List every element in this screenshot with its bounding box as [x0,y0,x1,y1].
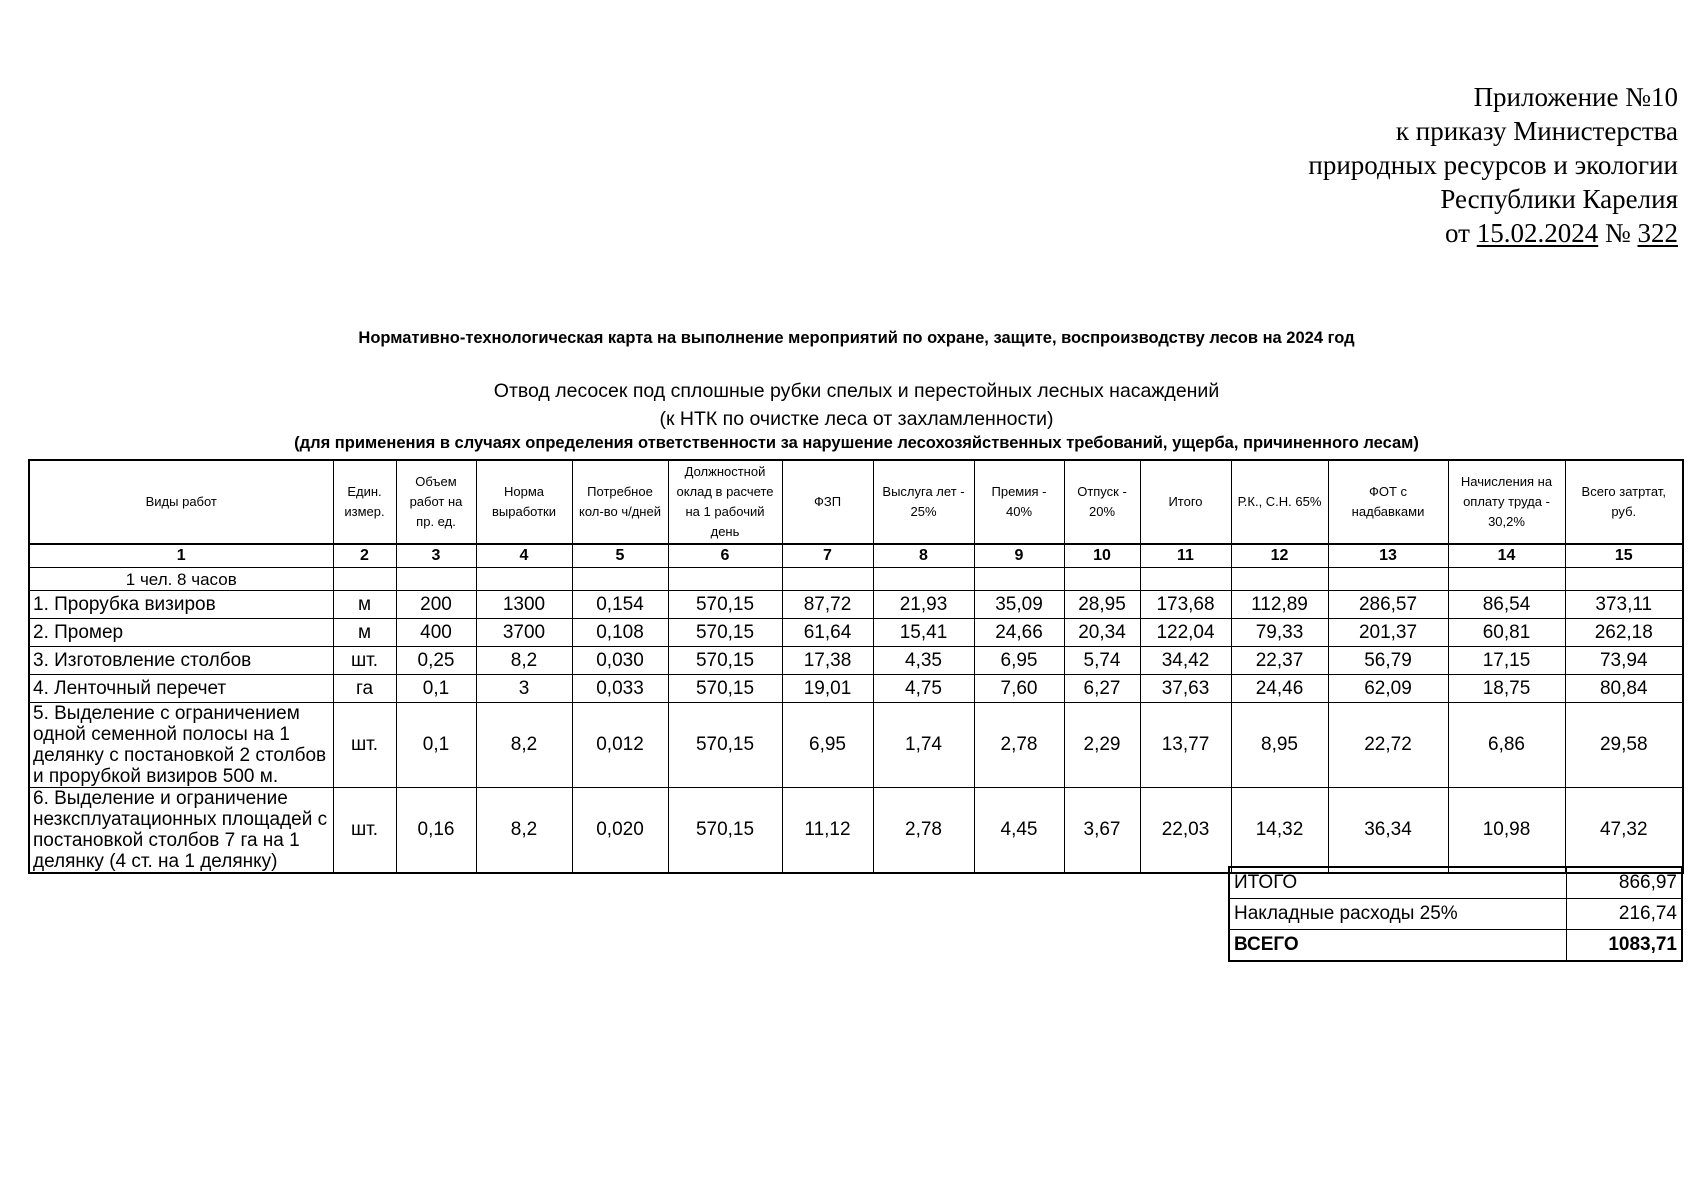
work-type-cell: 5. Выделение с ограничением одной семенной полосы на 1 делянку с постановкой 2 столбов и прорубкой визиров 500 м. [29,703,333,788]
value-cell: 8,2 [476,703,572,788]
value-cell: 21,93 [873,591,974,619]
header-cell: Премия - 40% [974,460,1064,544]
value-cell: 4,75 [873,675,974,703]
value-cell: 24,66 [974,619,1064,647]
value-cell: 0,108 [572,619,668,647]
value-cell: 60,81 [1448,619,1565,647]
value-cell: 56,79 [1328,647,1448,675]
value-cell: 3 [476,675,572,703]
value-cell: 0,020 [572,788,668,874]
value-cell: 18,75 [1448,675,1565,703]
column-number-cell: 4 [476,544,572,568]
value-cell: 29,58 [1565,703,1683,788]
vsego-label: ВСЕГО [1229,930,1567,962]
value-cell: м [333,619,396,647]
value-cell: 0,1 [396,703,476,788]
work-type-cell: 3. Изготовление столбов [29,647,333,675]
value-cell: 0,25 [396,647,476,675]
column-number-cell: 14 [1448,544,1565,568]
value-cell: 4,45 [974,788,1064,874]
value-cell: 34,42 [1140,647,1231,675]
column-number-cell: 13 [1328,544,1448,568]
value-cell: 570,15 [668,675,782,703]
ministry-name: природных ресурсов и экологии [1308,150,1678,180]
header-cell: Потребное кол-во ч/дней [572,460,668,544]
itogo-value: 866,97 [1567,867,1683,899]
value-cell: 7,60 [974,675,1064,703]
value-cell: 73,94 [1565,647,1683,675]
value-cell: 570,15 [668,591,782,619]
value-cell: шт. [333,647,396,675]
header-cell: Р.К., С.Н. 65% [1231,460,1328,544]
itogo-label: ИТОГО [1229,867,1567,899]
table-row [29,675,1683,703]
document-subtitle-usage: (для применения в случаях определения ответственности за нарушение лесохозяйственных требований, ущерба, причиненного лесам) [294,434,1419,452]
order-date: 15.02.2024 [1476,218,1599,248]
value-cell: 3700 [476,619,572,647]
note-row [29,568,1683,591]
vsego-row [1229,930,1682,962]
order-number: 322 [1637,218,1678,248]
number-sign: № [1604,218,1631,248]
table-row [29,703,1683,788]
header-cell: ФЗП [782,460,873,544]
value-cell: 173,68 [1140,591,1231,619]
value-cell: га [333,675,396,703]
document-title: Нормативно-технологическая карта на выполнение мероприятий по охране, защите, воспроизводству лесов на 2024 год [358,329,1355,347]
value-cell: 262,18 [1565,619,1683,647]
column-number-cell: 10 [1064,544,1140,568]
value-cell: 19,01 [782,675,873,703]
column-number-cell: 1 [29,544,333,568]
value-cell: 201,37 [1328,619,1448,647]
value-cell: 400 [396,619,476,647]
value-cell: 6,95 [974,647,1064,675]
order-date-line [1158,216,1678,250]
document-subtitle: Отвод лесосек под сплошные рубки спелых и перестойных лесных насаждений [493,380,1220,402]
column-number-cell: 3 [396,544,476,568]
column-number-cell: 6 [668,544,782,568]
value-cell: 35,09 [974,591,1064,619]
table-row [29,591,1683,619]
value-cell: 3,67 [1064,788,1140,874]
value-cell: 0,16 [396,788,476,874]
value-cell: 24,46 [1231,675,1328,703]
header-cell: Един. измер. [333,460,396,544]
value-cell: 0,033 [572,675,668,703]
value-cell: 5,74 [1064,647,1140,675]
overhead-row [1229,899,1682,930]
value-cell: 570,15 [668,647,782,675]
column-number-cell: 8 [873,544,974,568]
table-row [29,619,1683,647]
column-number-cell: 7 [782,544,873,568]
value-cell: 61,64 [782,619,873,647]
value-cell: 28,95 [1064,591,1140,619]
value-cell: 8,2 [476,647,572,675]
value-cell: 373,11 [1565,591,1683,619]
value-cell: 0,012 [572,703,668,788]
value-cell: 11,12 [782,788,873,874]
overhead-label: Накладные расходы 25% [1229,899,1567,930]
value-cell: 2,78 [873,788,974,874]
value-cell: 570,15 [668,619,782,647]
value-cell: 80,84 [1565,675,1683,703]
value-cell: 286,57 [1328,591,1448,619]
value-cell: 8,2 [476,788,572,874]
value-cell: 22,37 [1231,647,1328,675]
value-cell: 37,63 [1140,675,1231,703]
value-cell: 6,86 [1448,703,1565,788]
value-cell: 6,95 [782,703,873,788]
header-cell: Виды работ [29,460,333,544]
work-type-cell: 2. Промер [29,619,333,647]
value-cell: 17,38 [782,647,873,675]
value-cell: 22,72 [1328,703,1448,788]
column-number-cell: 5 [572,544,668,568]
value-cell: 22,03 [1140,788,1231,874]
document-subtitle-ref: (к НТК по очистке леса от захламленности) [659,408,1054,430]
region-name: Республики Карелия [1440,184,1678,214]
value-cell: 17,15 [1448,647,1565,675]
value-cell: шт. [333,703,396,788]
value-cell: м [333,591,396,619]
value-cell: 570,15 [668,788,782,874]
header-cell: Начисления на оплату труда - 30,2% [1448,460,1565,544]
column-number-cell: 12 [1231,544,1328,568]
appendix-number: Приложение №10 [1473,82,1678,112]
vsego-value: 1083,71 [1567,930,1683,962]
value-cell: 10,98 [1448,788,1565,874]
value-cell: 570,15 [668,703,782,788]
cost-table [28,459,1684,874]
column-number-cell: 2 [333,544,396,568]
value-cell: 200 [396,591,476,619]
value-cell: 1300 [476,591,572,619]
value-cell: 2,78 [974,703,1064,788]
totals-table [1228,866,1683,962]
work-type-cell: 6. Выделение и ограничение незксплуатационных площадей с постановкой столбов 7 га на 1 делянку (4 ст. на 1 делянку) [29,788,333,874]
header-cell: Должностной оклад в расчете на 1 рабочий день [668,460,782,544]
value-cell: 62,09 [1328,675,1448,703]
value-cell: 1,74 [873,703,974,788]
itogo-row [1229,867,1682,899]
order-reference: к приказу Министерства [1395,116,1678,146]
value-cell: 122,04 [1140,619,1231,647]
value-cell: 2,29 [1064,703,1140,788]
work-type-cell: 4. Ленточный перечет [29,675,333,703]
value-cell: 0,154 [572,591,668,619]
value-cell: шт. [333,788,396,874]
overhead-value: 216,74 [1567,899,1683,930]
value-cell: 20,34 [1064,619,1140,647]
date-prefix: от [1445,218,1470,248]
value-cell: 0,030 [572,647,668,675]
value-cell: 87,72 [782,591,873,619]
header-cell: ФОТ с надбавками [1328,460,1448,544]
column-number-cell: 11 [1140,544,1231,568]
work-type-cell: 1. Прорубка визиров [29,591,333,619]
value-cell: 79,33 [1231,619,1328,647]
column-number-cell: 15 [1565,544,1683,568]
value-cell: 36,34 [1328,788,1448,874]
column-number-row [29,544,1683,568]
column-number-cell: 9 [974,544,1064,568]
header-cell: Объем работ на пр. ед. [396,460,476,544]
header-cell: Всего затртат, руб. [1565,460,1683,544]
value-cell: 0,1 [396,675,476,703]
value-cell: 47,32 [1565,788,1683,874]
table-row [29,647,1683,675]
value-cell: 112,89 [1231,591,1328,619]
header-cell: Итого [1140,460,1231,544]
appendix-header [1158,80,1678,250]
value-cell: 14,32 [1231,788,1328,874]
value-cell: 13,77 [1140,703,1231,788]
table-row [29,788,1683,874]
note-cell: 1 чел. 8 часов [29,568,333,591]
header-cell: Норма выработки [476,460,572,544]
value-cell: 4,35 [873,647,974,675]
header-cell: Отпуск - 20% [1064,460,1140,544]
value-cell: 15,41 [873,619,974,647]
value-cell: 6,27 [1064,675,1140,703]
header-cell: Выслуга лет - 25% [873,460,974,544]
header-row [29,460,1683,544]
value-cell: 86,54 [1448,591,1565,619]
value-cell: 8,95 [1231,703,1328,788]
